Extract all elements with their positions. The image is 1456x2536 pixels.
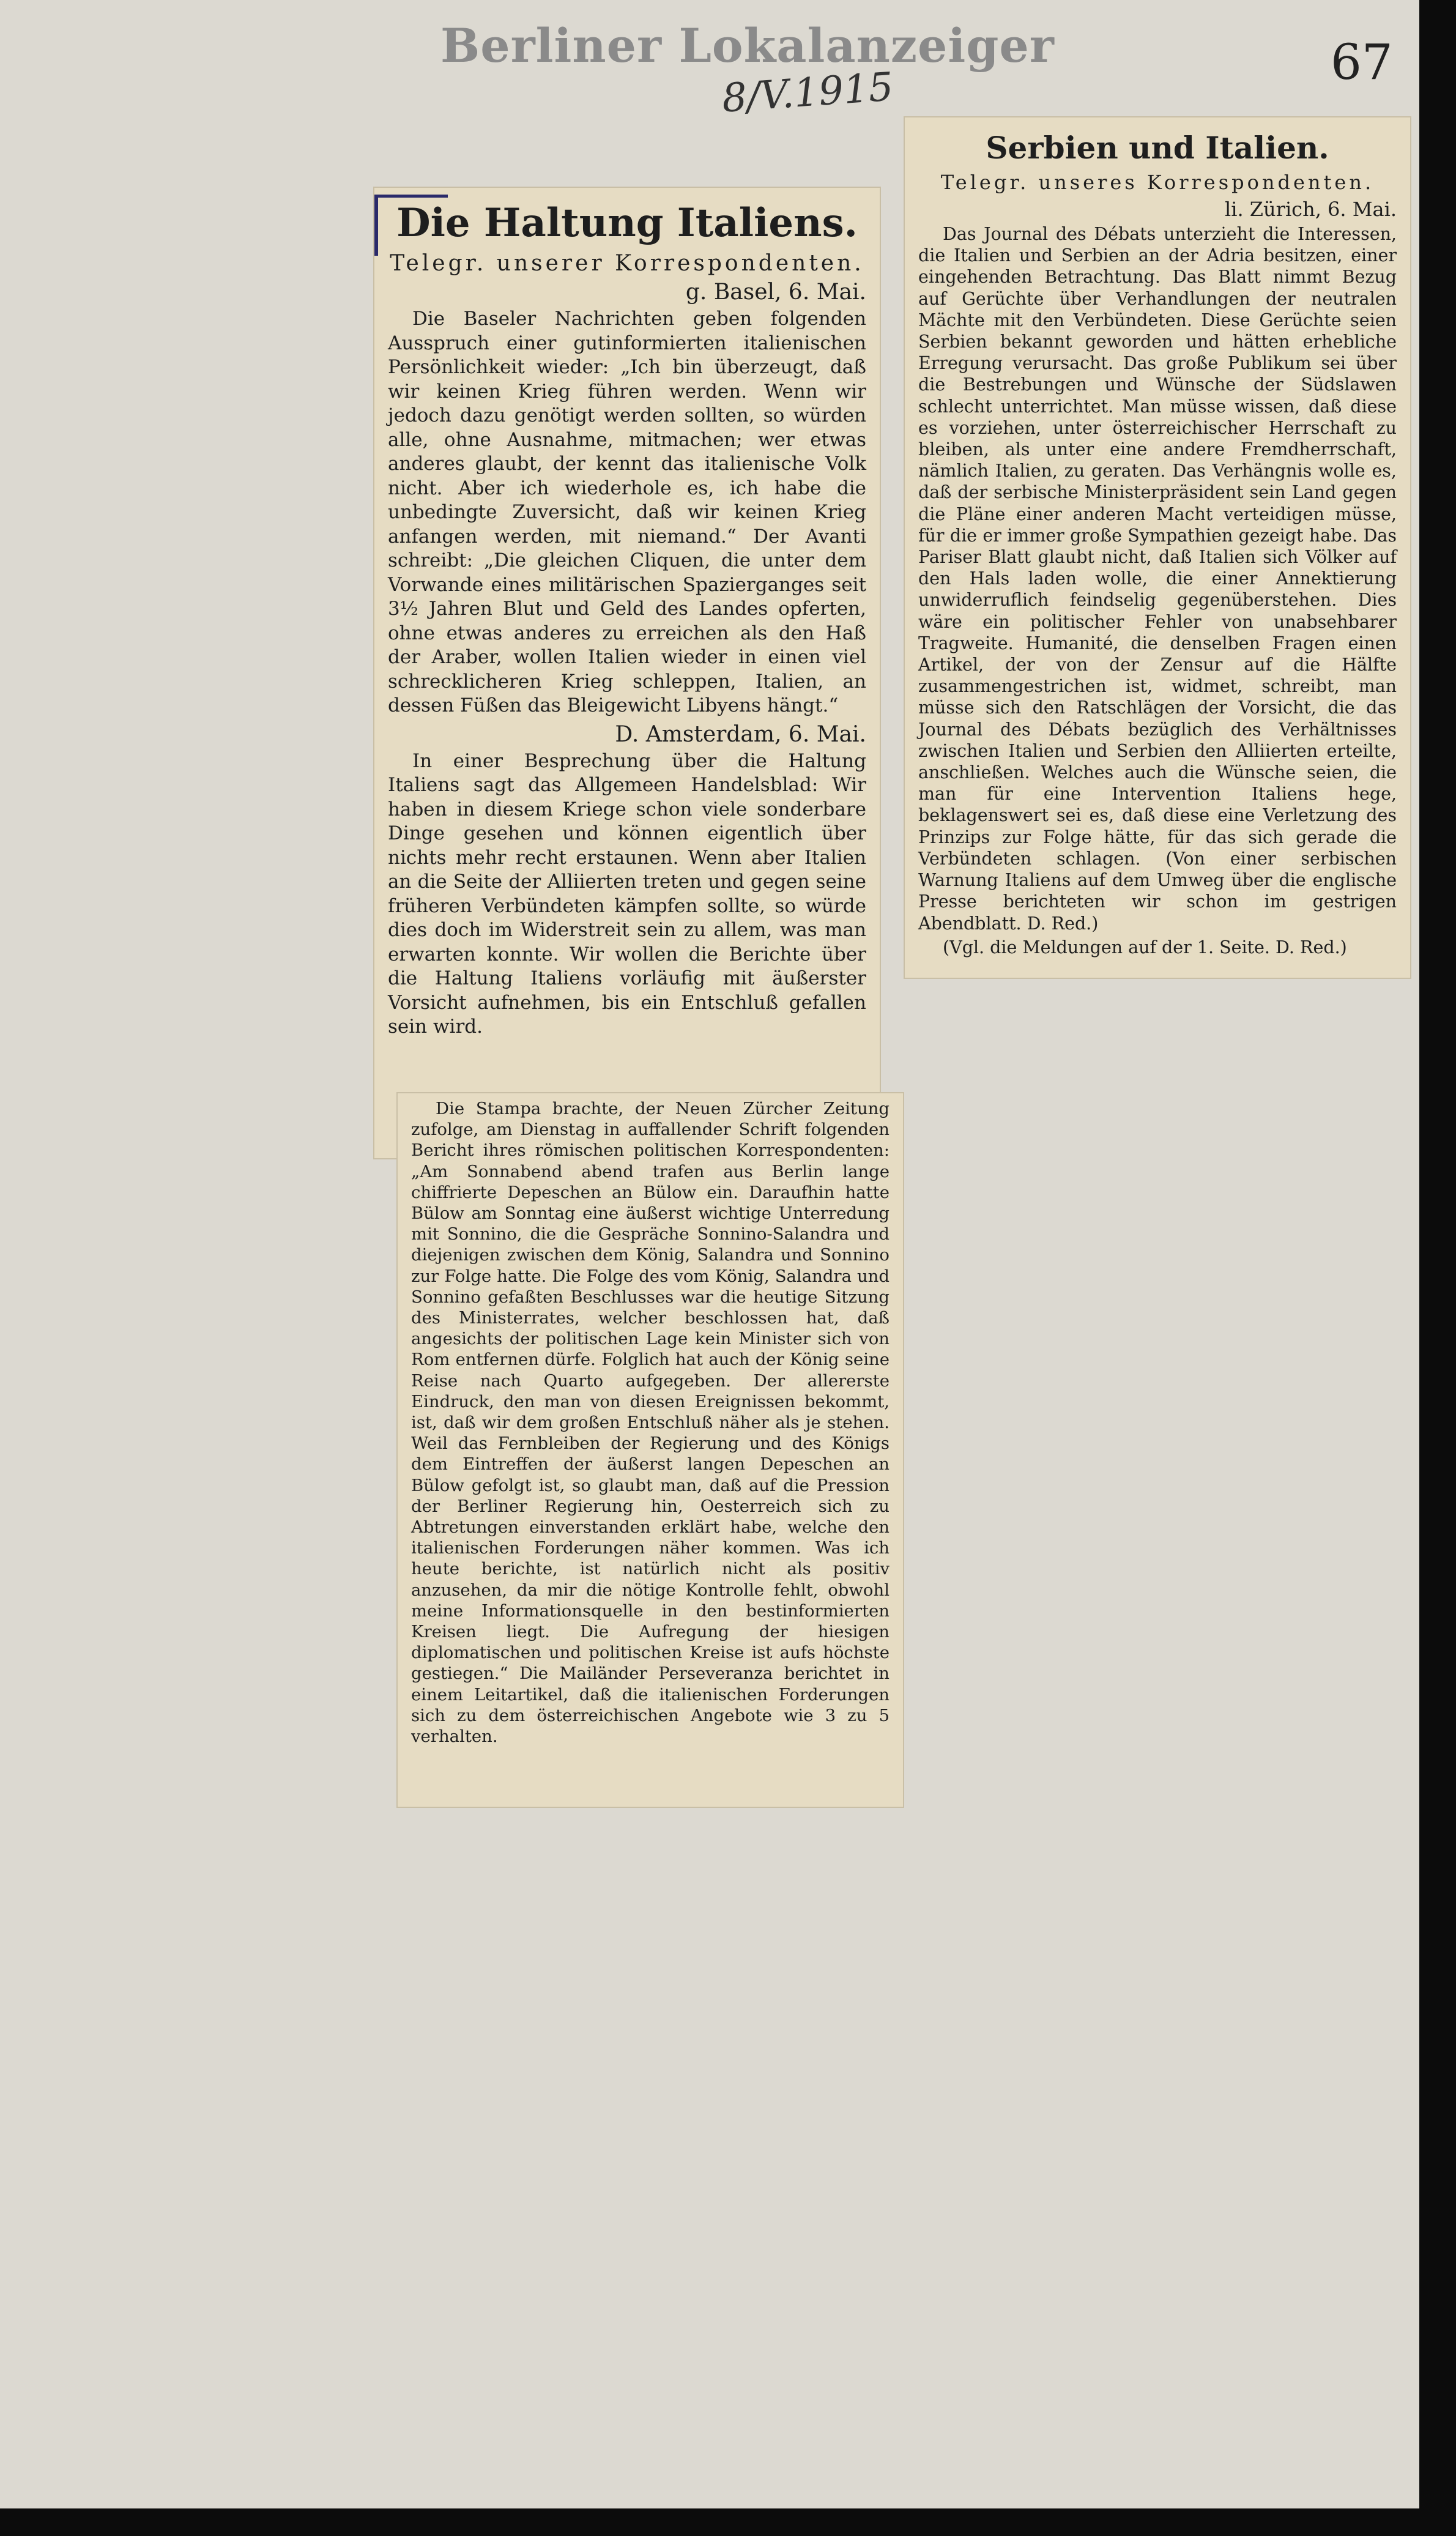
article-subtitle: Telegr. unseres Korrespondenten.	[940, 171, 1375, 194]
paragraph: Die Baseler Nachrichten geben folgenden Ausspruch einer gutinformierten italienischen Persönlichkeit wieder: „Ich bin überzeugt, daß wir keinen Krieg führen werden. Wenn wir jedoch dazu genötigt werden sollten, so würden alle, ohne Ausnahme, mitmachen; wer etwas anderes glaubt, der kennt das italienische Volk nicht. Aber ich wiederhole es, ich habe die unbedingte Zuversicht, daß wir keinen Krieg anfangen werden, mit niemand.“ Der Avanti schreibt: „Die gleichen Cliquen, die unter dem Vorwande eines militärischen Spazierganges seit 3½ Jahren Blut und Geld des Landes opferten, ohne etwas anderes zu erreichen als den Haß der Araber, wollen Italien wieder in einen viel schrecklicheren Krieg schleppen, Italien, an dessen Füßen das Bleigewicht Libyens hängt.“	[388, 308, 866, 716]
newspaper-name: Berliner Lokalanzeiger	[440, 18, 1055, 73]
page-edge	[1419, 0, 1456, 2536]
dateline-amsterdam: D. Amsterdam, 6. Mai.	[615, 721, 866, 747]
paragraph: Die Stampa brachte, der Neuen Zürcher Zeitung zufolge, am Dienstag in auffallender Schrift folgenden Bericht ihres römischen politischen Korrespondenten: „Am Sonnabend abend trafen aus Berlin lange chiffrierte Depeschen an Bülow ein. Daraufhin hatte Bülow am Sonntag eine äußerst wichtige Unterredung mit Sonnino, die die Gespräche Sonnino-Salandra und diejenigen zwischen dem König, Salandra und Sonnino zur Folge hatte. Die Folge des vom König, Salandra und Sonnino gefaßten Beschlusses war die heutige Sitzung des Ministerrates, welcher beschlossen hat, daß angesichts der politischen Lage kein Minister sich von Rom entfernen dürfe. Folglich hat auch der König seine Reise nach Quarto aufgegeben. Der allererste Eindruck, den man von diesen Ereignissen bekommt, ist, daß wir dem großen Entschluß näher als je stehen. Weil das Fernbleiben der Regierung und des Königs dem Eintreffen der äußerst langen Depeschen an Bülow gefolgt ist, so glaubt man, daß auf die Pression der Berliner Regierung hin, Oesterreich sich zu Abtretungen einverstanden erklärt habe, welche den italienischen Forderungen näher kommen. Was ich heute berichte, ist natürlich nicht als positiv anzusehen, da mir die nötige Kontrolle fehlt, obwohl meine Informationsquelle in den bestinformierten Kreisen liegt. Die Aufregung der hiesigen diplomatischen und politischen Kreise ist aufs höchste gestiegen.“ Die Mailänder Perseveranza berichtet in einem Leitartikel, daß die italienischen Forderungen sich zu dem österreichischen Angebote wie 3 zu 5 verhalten.	[411, 1099, 890, 1747]
dateline-zuerich: li. Zürich, 6. Mai.	[1224, 198, 1397, 221]
page-edge-bottom	[0, 2508, 1456, 2536]
article-subtitle: Telegr. unserer Korrespondenten.	[390, 251, 864, 276]
paragraph: In einer Besprechung über die Haltung Italiens sagt das Allgemeen Handelsblad: Wir haben in diesem Kriege schon viele sonderbare Dinge gesehen und können eigentlich über nichts mehr recht erstaunen. Wenn aber Italien an die Seite der Alliierten treten und gegen seine früheren Verbündeten kämpfen sollte, so würde dies doch im Widerstreit sein zu allem, was man erwarten konnte. Wir wollen die Berichte über die Haltung Italiens vorläufig mit äußerster Vorsicht aufnehmen, bis ein Entschluß gefallen sein wird.	[388, 749, 866, 1038]
handwritten-date: 8/V.1915	[720, 64, 895, 122]
paragraph: Das Journal des Débats unterzieht die Interessen, die Italien und Serbien an der Adria besitzen, einer eingehenden Betrachtung. Das Blatt nimmt Bezug auf Gerüchte über Verhandlungen der neutralen Mächte mit den Verbündeten. Diese Gerüchte seien Serbien bekannt geworden und hätten erhebliche Erregung verursacht. Das große Publikum sei über die Bestrebungen und Wünsche der Südslawen schlecht unterrichtet. Man müsse wissen, daß diese es vorziehen, unter österreichischer Herrschaft zu bleiben, als unter eine andere Fremdherrschaft, nämlich Italien, zu geraten. Das Verhängnis wolle es, daß der serbische Ministerpräsident sein Land gegen die Pläne einer anderen Macht verteidigen müsse, für die er immer große Sympathien gezeigt habe. Das Pariser Blatt glaubt nicht, daß Italien sich Völker auf den Hals laden wolle, die einer Annektierung unwiderruflich feindselig gegenüberstehen. Dies wäre ein politischer Fehler von unabsehbarer Tragweite. Humanité, die denselben Fragen einen Artikel, der von der Zensur auf die Hälfte zusammengestrichen ist, widmet, schreibt, man müsse sich den Ratschlägen der Vorsicht, die das Journal des Débats bezüglich des Verhältnisses zwischen Italien und Serbien den Alliierten erteilte, anschließen. Welches auch die Wünsche seien, die man für eine Intervention Italiens hege, beklagenswert sei es, daß diese eine Verletzung des Prinzips zur Folge hätte, für das sich gerade die Verbündeten schlagen. (Von einer serbischen Warnung Italiens auf dem Umweg über die englische Presse berichteten wir schon im gestrigen Abendblatt. D. Red.)	[918, 224, 1397, 934]
page-number: 67	[1331, 34, 1393, 91]
clipping-haltung-italiens	[373, 187, 881, 1159]
blue-pencil-mark-top	[374, 195, 448, 198]
paragraph: (Vgl. die Meldungen auf der 1. Seite. D. Red.)	[943, 937, 1347, 958]
clipping-serbien-italien	[904, 116, 1411, 979]
article-title: Serbien und Italien.	[986, 130, 1329, 166]
article-title: Die Haltung Italiens.	[396, 200, 858, 246]
clipping-haltung-italiens-continued	[396, 1092, 904, 1808]
dateline-basel: g. Basel, 6. Mai.	[685, 280, 866, 305]
blue-pencil-mark	[374, 195, 378, 256]
